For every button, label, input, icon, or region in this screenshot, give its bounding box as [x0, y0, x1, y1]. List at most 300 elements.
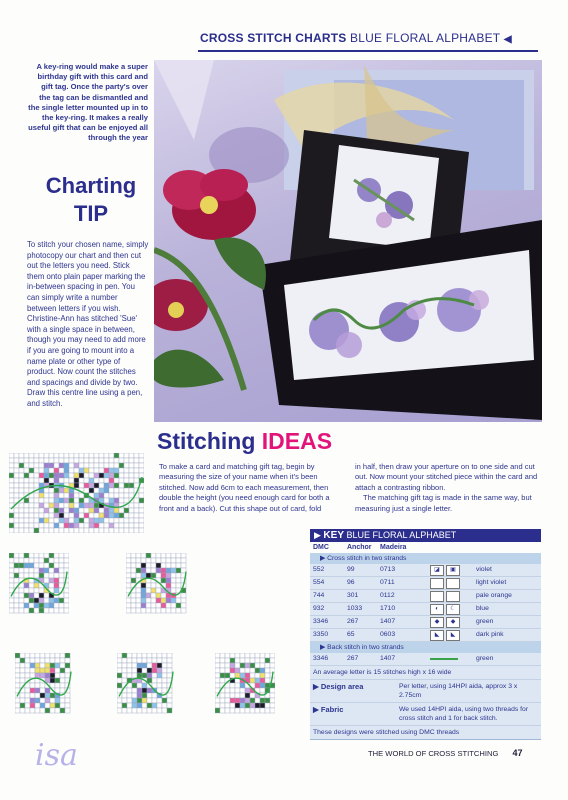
chart-cell	[136, 588, 141, 593]
signature-watermark: isa	[35, 738, 78, 773]
symbol-half-icon	[446, 578, 460, 589]
chart-cell	[137, 708, 142, 713]
chart-cell	[230, 668, 235, 673]
symbol-half-icon: ◣	[446, 630, 460, 641]
chart-cell	[270, 708, 275, 713]
chart-cell	[235, 698, 240, 703]
chart-cell	[60, 673, 65, 678]
chart-cell	[79, 483, 84, 488]
chart-cell	[235, 708, 240, 713]
chart-cell	[132, 663, 137, 668]
chart-cell	[65, 658, 70, 663]
ideas-column-2	[355, 462, 541, 514]
chart-cell	[119, 528, 124, 533]
chart-cell	[19, 458, 24, 463]
chart-cell	[14, 563, 19, 568]
chart-cell	[131, 563, 136, 568]
chart-cell	[60, 668, 65, 673]
chart-cell	[260, 698, 265, 703]
chart-cell	[124, 463, 129, 468]
chart-cell	[122, 678, 127, 683]
chart-cell	[166, 553, 171, 558]
chart-cell	[20, 668, 25, 673]
chart-cell	[9, 563, 14, 568]
chart-cell	[74, 528, 79, 533]
chart-cell	[9, 483, 14, 488]
chart-cell	[64, 528, 69, 533]
chart-cell	[171, 608, 176, 613]
chart-cell	[35, 708, 40, 713]
chart-cell	[79, 458, 84, 463]
chart-cell	[39, 508, 44, 513]
chart-cell	[250, 653, 255, 658]
chart-cell	[157, 653, 162, 658]
chart-cell	[24, 468, 29, 473]
row-madeira: 1710	[380, 605, 396, 612]
chart-cell	[109, 528, 114, 533]
chart-cell	[84, 463, 89, 468]
chart-cell	[104, 518, 109, 523]
chart-cell	[270, 688, 275, 693]
chart-cell	[122, 693, 127, 698]
chart-cell	[126, 553, 131, 558]
chart-cell	[161, 563, 166, 568]
chart-cell	[39, 603, 44, 608]
chart-cell	[151, 558, 156, 563]
chart-cell	[29, 503, 34, 508]
chart-cell	[230, 653, 235, 658]
chart-cell	[59, 598, 64, 603]
chart-cell	[152, 668, 157, 673]
chart-cell	[104, 463, 109, 468]
chart-cell	[29, 458, 34, 463]
chart-cell	[127, 658, 132, 663]
key-row	[310, 629, 541, 642]
chart-cell	[147, 663, 152, 668]
chart-cell	[122, 653, 127, 658]
chart-cell	[29, 478, 34, 483]
chart-cell	[152, 658, 157, 663]
symbol-full-icon: ◣	[430, 630, 444, 641]
chart-cell	[69, 463, 74, 468]
chart-cell	[15, 678, 20, 683]
chart-cell	[131, 553, 136, 558]
chart-cell	[134, 518, 139, 523]
chart-cell	[136, 563, 141, 568]
chart-cell	[141, 588, 146, 593]
chart-cell	[49, 608, 54, 613]
chart-cell	[74, 513, 79, 518]
chart-cell	[137, 698, 142, 703]
chart-cell	[134, 523, 139, 528]
row-madeira: 1407	[380, 618, 396, 625]
chart-cell	[139, 528, 144, 533]
chart-cell	[109, 488, 114, 493]
chart-cell	[60, 708, 65, 713]
chart-cell	[245, 668, 250, 673]
chart-cell	[157, 668, 162, 673]
chart-cell	[20, 678, 25, 683]
chart-cell	[20, 693, 25, 698]
chart-cell	[162, 663, 167, 668]
chart-cell	[40, 653, 45, 658]
chart-cell	[64, 523, 69, 528]
chart-cell	[117, 673, 122, 678]
chart-cell	[240, 683, 245, 688]
chart-cell	[29, 563, 34, 568]
chart-cell	[50, 698, 55, 703]
chart-cell	[109, 468, 114, 473]
chart-cell	[124, 468, 129, 473]
key-title-a: KEY	[323, 530, 344, 541]
chart-cell	[40, 683, 45, 688]
chart-cell	[54, 493, 59, 498]
chart-cell	[94, 463, 99, 468]
chart-cell	[74, 493, 79, 498]
chart-cell	[64, 503, 69, 508]
chart-cell	[9, 568, 14, 573]
chart-cell	[34, 458, 39, 463]
chart-cell	[84, 483, 89, 488]
chart-cell	[119, 518, 124, 523]
chart-cell	[39, 463, 44, 468]
chart-cell	[132, 673, 137, 678]
chart-cell	[117, 698, 122, 703]
chart-cell	[215, 658, 220, 663]
chart-cell	[29, 523, 34, 528]
chart-cell	[147, 673, 152, 678]
chart-cell	[84, 528, 89, 533]
chart-cell	[14, 593, 19, 598]
chart-cell	[9, 468, 14, 473]
chart-cell	[240, 663, 245, 668]
chart-cell	[119, 468, 124, 473]
chart-cell	[34, 478, 39, 483]
chart-cell	[142, 658, 147, 663]
chart-cell	[260, 683, 265, 688]
tip-title-line1: Charting	[45, 173, 137, 198]
chart-cell	[44, 458, 49, 463]
chart-cell	[29, 453, 34, 458]
chart-cell	[124, 523, 129, 528]
chart-cell	[129, 483, 134, 488]
chart-cell	[255, 668, 260, 673]
chart-cell	[215, 668, 220, 673]
chart-cell	[84, 478, 89, 483]
chart-cell	[136, 603, 141, 608]
chart-cell	[162, 703, 167, 708]
chart-cell	[25, 673, 30, 678]
chart-cell	[114, 528, 119, 533]
chart-cell	[114, 453, 119, 458]
chart-cell	[89, 458, 94, 463]
chart-cell	[167, 693, 172, 698]
chart-cell	[55, 653, 60, 658]
chart-cell	[260, 653, 265, 658]
chart-cell	[245, 673, 250, 678]
chart-cell	[235, 658, 240, 663]
fabric-label: Fabric	[320, 705, 344, 714]
chart-cell	[240, 673, 245, 678]
ideas-heading	[157, 428, 332, 455]
magazine-name: THE WORLD OF CROSS STITCHING	[368, 749, 499, 758]
chart-cell	[34, 508, 39, 513]
chart-cell	[84, 453, 89, 458]
chart-cell	[30, 673, 35, 678]
chart-cell	[250, 703, 255, 708]
row-dmc: 744	[313, 592, 325, 599]
chart-cell	[45, 693, 50, 698]
chart-cell	[157, 683, 162, 688]
chart-cell	[34, 568, 39, 573]
col-dmc: DMC	[313, 544, 329, 551]
chart-cell	[161, 603, 166, 608]
chart-cell	[24, 483, 29, 488]
chart-cell	[122, 703, 127, 708]
chart-cell	[59, 488, 64, 493]
back-anchor: 267	[347, 655, 359, 662]
chart-cell	[59, 608, 64, 613]
chart-cell	[94, 483, 99, 488]
chart-cell	[142, 668, 147, 673]
chart-cell	[40, 703, 45, 708]
chart-cell	[39, 478, 44, 483]
chart-cell	[152, 673, 157, 678]
chart-cell	[44, 468, 49, 473]
chart-cell	[250, 673, 255, 678]
chart-cell	[250, 663, 255, 668]
chart-cell	[89, 483, 94, 488]
chart-cell	[225, 658, 230, 663]
chart-cell	[14, 578, 19, 583]
chart-cell	[166, 573, 171, 578]
chart-cell	[44, 603, 49, 608]
chart-cell	[15, 698, 20, 703]
chart-cell	[9, 553, 14, 558]
chart-cell	[161, 568, 166, 573]
chart-cell	[124, 473, 129, 478]
chart-cell	[39, 593, 44, 598]
chart-cell	[69, 498, 74, 503]
chart-cell	[104, 523, 109, 528]
chart-cell	[220, 663, 225, 668]
chart-cell	[139, 463, 144, 468]
chart-cell	[34, 468, 39, 473]
chart-cell	[14, 603, 19, 608]
chart-cell	[49, 458, 54, 463]
chart-cell	[69, 518, 74, 523]
chart-cell	[14, 598, 19, 603]
chart-cell	[235, 703, 240, 708]
chart-cell	[79, 508, 84, 513]
chart-cell	[74, 458, 79, 463]
chart-cell	[84, 473, 89, 478]
chart-cell	[84, 458, 89, 463]
back-name: green	[476, 655, 494, 662]
key-footnote: These designs were stitched using DMC threads	[310, 726, 541, 740]
symbol-half-icon: ▣	[446, 565, 460, 576]
chart-cell	[220, 693, 225, 698]
chart-cell	[225, 693, 230, 698]
chart-cell	[157, 678, 162, 683]
chart-cell	[104, 458, 109, 463]
chart-cell	[270, 653, 275, 658]
chart-cell	[49, 503, 54, 508]
chart-cell	[55, 708, 60, 713]
chart-cell	[215, 703, 220, 708]
chart-cell	[166, 558, 171, 563]
key-rows	[310, 564, 541, 642]
chart-cell	[161, 558, 166, 563]
chart-cell	[44, 518, 49, 523]
chart-cell	[146, 593, 151, 598]
chart-cell	[79, 503, 84, 508]
chart-cell	[34, 528, 39, 533]
chart-cell	[162, 708, 167, 713]
chart-cell	[122, 658, 127, 663]
chart-cell	[119, 453, 124, 458]
chart-cell	[19, 568, 24, 573]
chart-cell	[146, 603, 151, 608]
chart-cell	[55, 678, 60, 683]
chart-cell	[230, 663, 235, 668]
chart-cell	[109, 483, 114, 488]
symbol-full-icon: ◆	[430, 617, 444, 628]
chart-cell	[109, 498, 114, 503]
chart-cell	[152, 693, 157, 698]
chart-cell	[245, 653, 250, 658]
chart-cell	[109, 518, 114, 523]
chart-cell	[240, 658, 245, 663]
chart-cell	[171, 573, 176, 578]
chart-cell	[84, 508, 89, 513]
chart-cell	[142, 663, 147, 668]
chart-cell	[34, 453, 39, 458]
chart-cell	[142, 698, 147, 703]
chart-cell	[240, 698, 245, 703]
chart-cell	[19, 473, 24, 478]
chart-cell	[176, 563, 181, 568]
chart-cell	[30, 663, 35, 668]
chart-cell	[240, 653, 245, 658]
chart-cell	[50, 678, 55, 683]
chart-cell	[225, 663, 230, 668]
chart-cell	[137, 658, 142, 663]
chart-cell	[34, 558, 39, 563]
chart-cell	[34, 493, 39, 498]
chart-cell	[64, 518, 69, 523]
chart-cell	[109, 523, 114, 528]
chart-cell	[99, 493, 104, 498]
key-row	[310, 590, 541, 603]
chart-cell	[64, 458, 69, 463]
chart-cell	[29, 588, 34, 593]
chart-cell	[114, 498, 119, 503]
chart-cell	[54, 513, 59, 518]
chart-cell	[255, 698, 260, 703]
chart-cell	[24, 563, 29, 568]
chart-cell	[255, 703, 260, 708]
chart-cell	[30, 683, 35, 688]
chart-cell	[230, 658, 235, 663]
chart-cell	[94, 468, 99, 473]
chart-cell	[265, 678, 270, 683]
chart-cell	[79, 453, 84, 458]
chart-cell	[119, 498, 124, 503]
chart-cell	[151, 568, 156, 573]
chart-cell	[19, 588, 24, 593]
chart-cell	[131, 598, 136, 603]
chart-cell	[122, 698, 127, 703]
chart-cell	[220, 673, 225, 678]
chart-cell	[40, 698, 45, 703]
chart-cell	[99, 478, 104, 483]
chart-cell	[104, 483, 109, 488]
chart-cell	[152, 698, 157, 703]
chart-cell	[34, 583, 39, 588]
chart-cell	[129, 503, 134, 508]
chart-cell	[24, 583, 29, 588]
key-design-area: ▶ Design area Per letter, using 14HPI aida, approx 3 x 2.75cm	[310, 680, 541, 703]
chart-cell	[69, 453, 74, 458]
chart-cell	[176, 568, 181, 573]
chart-cell	[44, 453, 49, 458]
chart-cell	[167, 673, 172, 678]
chart-cell	[215, 678, 220, 683]
chart-cell	[64, 498, 69, 503]
chart-cell	[24, 598, 29, 603]
key-title-b: BLUE FLORAL ALPHABET	[346, 530, 457, 540]
chart-cell	[39, 608, 44, 613]
chart-cell	[147, 688, 152, 693]
chart-cell	[119, 463, 124, 468]
chart-cell	[69, 473, 74, 478]
chart-cell	[167, 663, 172, 668]
chart-cell	[65, 653, 70, 658]
chart-cell	[235, 663, 240, 668]
chart-cell	[65, 673, 70, 678]
chart-cell	[147, 703, 152, 708]
chart-cell	[156, 573, 161, 578]
chart-cell	[225, 703, 230, 708]
chart-cell	[225, 653, 230, 658]
chart-cell	[240, 708, 245, 713]
chart-cell	[50, 708, 55, 713]
chart-cell	[255, 658, 260, 663]
chart-cell	[34, 518, 39, 523]
chart-cell	[19, 518, 24, 523]
chart-cell	[84, 518, 89, 523]
chart-cell	[151, 553, 156, 558]
chart-cell	[30, 668, 35, 673]
chart-cell	[129, 463, 134, 468]
chart-cell	[64, 593, 69, 598]
chart-cell	[44, 513, 49, 518]
chart-cell	[240, 693, 245, 698]
chart-cell	[39, 528, 44, 533]
chart-cell	[250, 698, 255, 703]
chart-cell	[181, 553, 186, 558]
chart-cell	[126, 558, 131, 563]
chart-cell	[114, 488, 119, 493]
chart-cell	[49, 508, 54, 513]
chart-cell	[99, 528, 104, 533]
chart-cell	[117, 678, 122, 683]
chart-cell	[104, 478, 109, 483]
chart-cell	[136, 598, 141, 603]
chart-cell	[84, 488, 89, 493]
chart-cell	[14, 528, 19, 533]
